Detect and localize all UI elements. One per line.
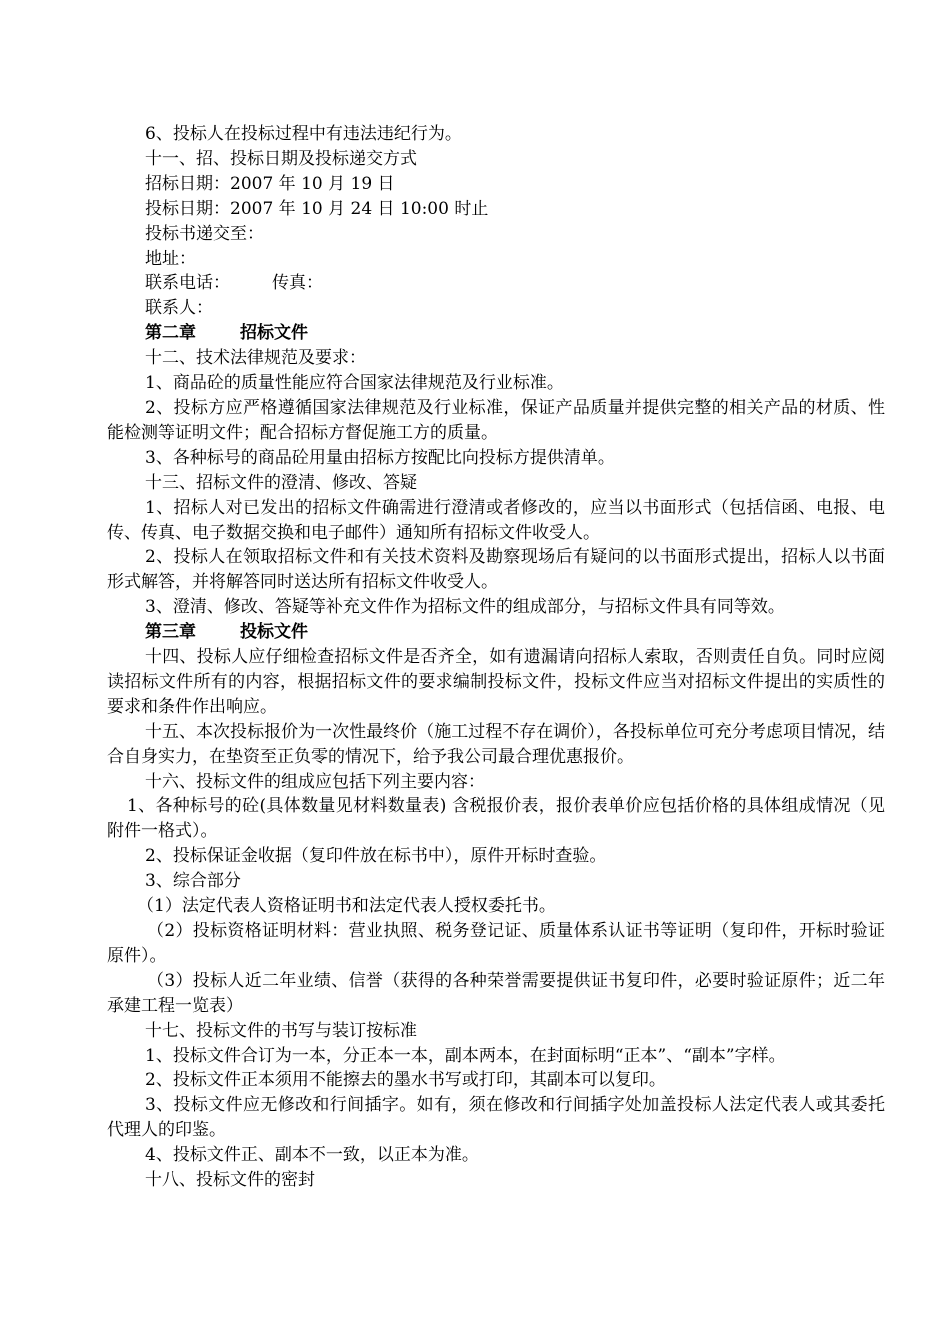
paragraph-17-2: 2、投标文件正本须用不能擦去的墨水书写或打印，其副本可以复印。 xyxy=(145,1070,666,1091)
address-line: 地址： xyxy=(145,248,196,269)
paragraph-13-3: 3、澄清、修改、答疑等补充文件作为招标文件的组成部分，与招标文件具有同等效。 xyxy=(145,597,785,618)
paragraph-16-3-3: （3）投标人近二年业绩、信誉（获得的各种荣誉需要提供证书复印件，必要时验证原件；近二年承建工程一览表） xyxy=(107,970,885,1016)
section-heading-11: 十一、招、投标日期及投标递交方式 xyxy=(145,148,417,169)
chapter-number: 第二章 xyxy=(145,323,196,344)
delivery-line: 投标书递交至： xyxy=(145,223,264,244)
chapter-number: 第三章 xyxy=(145,622,196,643)
chapter-title: 招标文件 xyxy=(240,323,308,344)
section-heading-17: 十七、投标文件的书写与装订按标准 xyxy=(145,1020,417,1041)
fax-label: 传真： xyxy=(272,273,323,294)
paragraph-16-2: 2、投标保证金收据（复印件放在标书中），原件开标时查验。 xyxy=(145,846,607,867)
paragraph-12-1: 1、商品砼的质量性能应符合国家法律规范及行业标准。 xyxy=(145,373,564,394)
paragraph-16-1: 1、各种标号的砼(具体数量见材料数量表) 含税报价表，报价表单价应包括价格的具体组成情况（见附件一格式）。 xyxy=(107,796,885,842)
paragraph-16-3-1: （1）法定代表人资格证明书和法定代表人授权委托书。 xyxy=(137,896,556,917)
paragraph-16-3-2: （2）投标资格证明材料：营业执照、税务登记证、质量体系认证书等证明（复印件，开标时验证原件）。 xyxy=(107,921,885,966)
bid-date-line: 投标日期：2007 年 10 月 24 日 10:00 时止 xyxy=(145,198,489,219)
tender-date-line: 招标日期：2007 年 10 月 19 日 xyxy=(145,173,395,194)
paragraph-13-1: 1、招标人对已发出的招标文件确需进行澄清或者修改的，应当以书面形式（包括信函、电报、电传、传真、电子数据交换和电子邮件）通知所有招标文件收受人。 xyxy=(107,497,885,543)
section-heading-12: 十二、技术法律规范及要求： xyxy=(145,348,366,369)
contact-person-line: 联系人： xyxy=(145,298,213,319)
chapter-title: 投标文件 xyxy=(240,622,308,643)
paragraph-17-4: 4、投标文件正、副本不一致，以正本为准。 xyxy=(145,1145,479,1166)
document-body xyxy=(107,122,885,1193)
paragraph-17-3: 3、投标文件应无修改和行间插字。如有，须在修改和行间插字处加盖投标人法定代表人或其委托代理人的印鉴。 xyxy=(107,1095,885,1141)
section-heading-13: 十三、招标文件的澄清、修改、答疑 xyxy=(145,472,417,493)
paragraph-14: 十四、投标人应仔细检查招标文件是否齐全，如有遗漏请向招标人索取，否则责任自负。同时应阅读招标文件所有的内容，根据招标文件的要求编制投标文件，投标文件应当对招标文件提出的实质性的要求和条件作出响应。 xyxy=(107,647,885,717)
paragraph-15: 十五、本次投标报价为一次性最终价（施工过程不存在调价），各投标单位可充分考虑项目情况，结合自身实力，在垫资至正负零的情况下，给予我公司最合理优惠报价。 xyxy=(107,721,885,767)
paragraph-item-6: 6、投标人在投标过程中有违法违纪行为。 xyxy=(145,124,462,144)
paragraph-13-2: 2、投标人在领取招标文件和有关技术资料及勘察现场后有疑问的以书面形式提出，招标人以书面形式解答，并将解答同时送达所有招标文件收受人。 xyxy=(107,547,885,593)
paragraph-12-2: 2、投标方应严格遵循国家法律规范及行业标准，保证产品质量并提供完整的相关产品的材质、性能检测等证明文件；配合招标方督促施工方的质量。 xyxy=(107,397,885,443)
section-heading-18: 十八、投标文件的密封 xyxy=(145,1170,315,1191)
paragraph-16-3: 3、综合部分 xyxy=(145,871,241,892)
paragraph-12-3: 3、各种标号的商品砼用量由招标方按配比向投标方提供清单。 xyxy=(145,447,615,468)
chapter-heading-3 xyxy=(107,620,885,645)
paragraph-17-1: 1、投标文件合订为一本，分正本一本，副本两本，在封面标明“正本”、“副本”字样。 xyxy=(145,1045,786,1066)
section-heading-16: 十六、投标文件的组成应包括下列主要内容： xyxy=(145,771,485,792)
contact-phone-fax-line xyxy=(107,271,885,296)
phone-label: 联系电话： xyxy=(145,273,230,294)
chapter-heading-2 xyxy=(107,321,885,346)
